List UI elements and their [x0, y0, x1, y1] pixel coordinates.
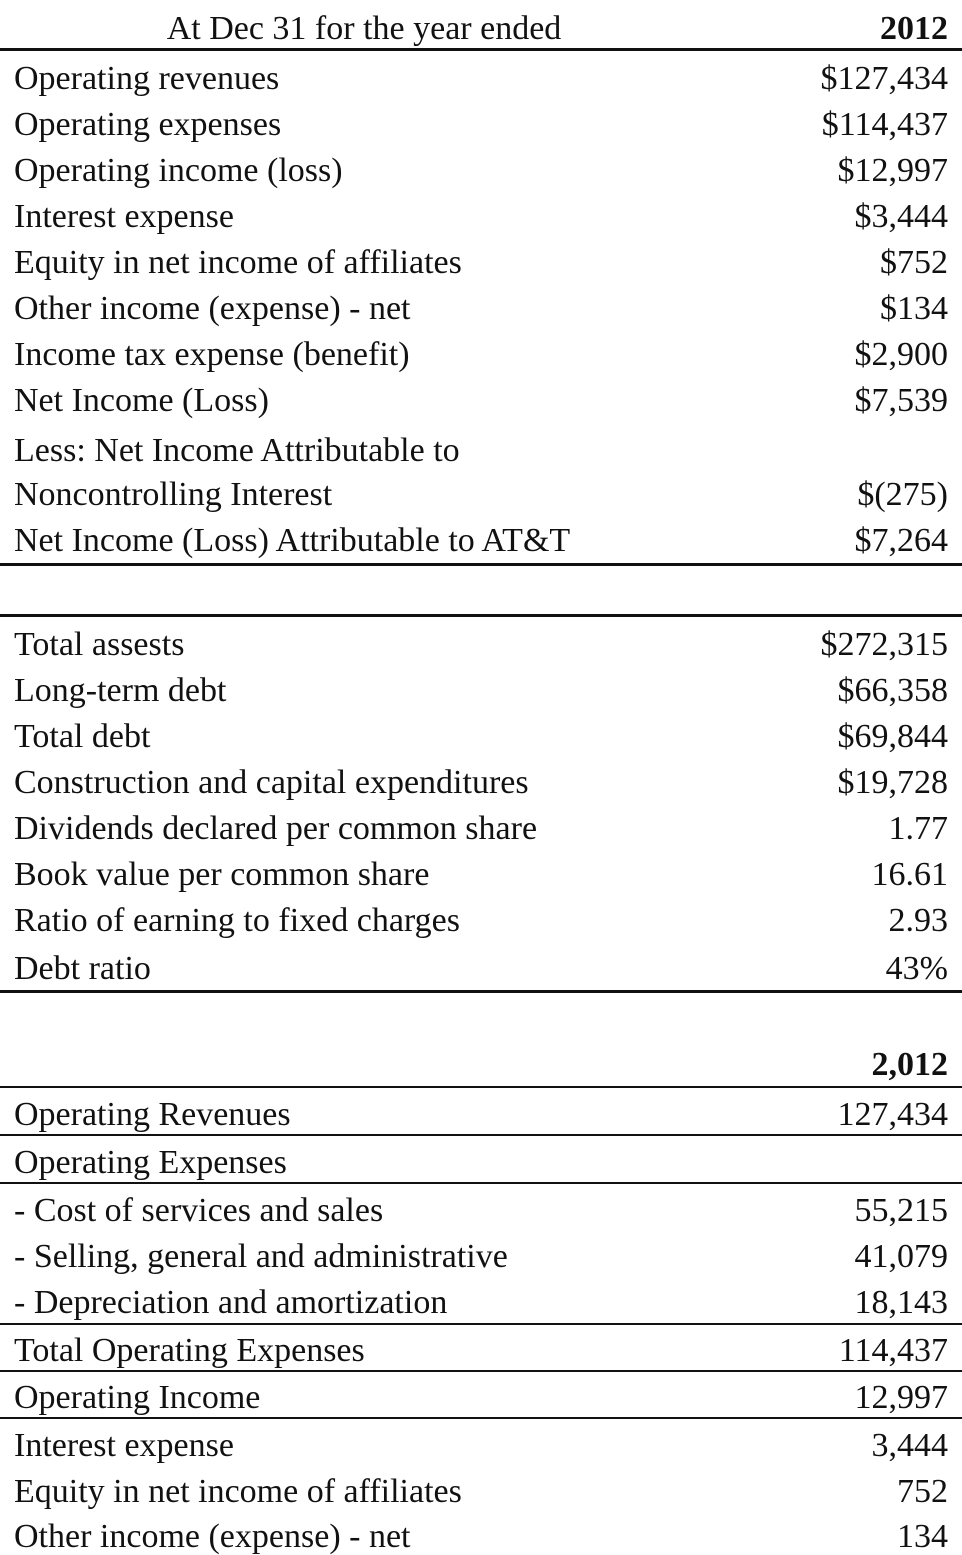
row-value: $7,539 — [854, 382, 948, 419]
header-rule — [0, 48, 962, 51]
table-row — [0, 104, 962, 142]
row-value: 114,437 — [838, 1332, 948, 1369]
row-label: Other income (expense) - net — [14, 290, 411, 327]
table-row — [0, 334, 962, 372]
row-label: Long-term debt — [14, 672, 227, 709]
table-row — [0, 474, 962, 512]
row-value: $272,315 — [820, 626, 948, 663]
table-row — [0, 762, 962, 800]
row-value: 43% — [885, 950, 948, 987]
row-value: $(275) — [857, 476, 948, 513]
row-label: - Selling, general and administrative — [14, 1238, 508, 1275]
table-row — [0, 1282, 962, 1320]
row-label: Operating Expenses — [14, 1144, 287, 1181]
summary-header-year: 2012 — [880, 10, 948, 47]
row-label: Interest expense — [14, 198, 234, 235]
row-label: Total debt — [14, 718, 151, 755]
row-value: 18,143 — [854, 1284, 948, 1321]
row-value: 16.61 — [871, 856, 948, 893]
row-value: 134 — [897, 1518, 948, 1555]
row-label: Ratio of earning to fixed charges — [14, 902, 460, 939]
table-row — [0, 1190, 962, 1228]
row-label: Debt ratio — [14, 950, 151, 987]
row-label: Other income (expense) - net — [14, 1518, 411, 1555]
table-row — [0, 624, 962, 662]
table-row — [0, 520, 962, 558]
row-rule — [0, 1370, 962, 1372]
table-row — [0, 900, 962, 938]
section-rule — [0, 990, 962, 993]
row-label: Operating Income — [14, 1379, 261, 1416]
table-row — [0, 1142, 962, 1180]
row-label: Dividends declared per common share — [14, 810, 538, 847]
table-row — [0, 150, 962, 188]
row-label: Total assests — [14, 626, 185, 663]
row-label: Interest expense — [14, 1427, 234, 1464]
row-rule — [0, 1134, 962, 1136]
table-row — [0, 1094, 962, 1132]
row-value: $114,437 — [821, 106, 948, 143]
row-label: Net Income (Loss) — [14, 382, 269, 419]
row-value: $7,264 — [854, 522, 948, 559]
table-row — [0, 196, 962, 234]
row-label: Operating Revenues — [14, 1096, 291, 1133]
row-value: 127,434 — [837, 1096, 948, 1133]
table-row — [0, 288, 962, 326]
table-row — [0, 242, 962, 280]
row-label: Income tax expense (benefit) — [14, 336, 410, 373]
table-row — [0, 1236, 962, 1274]
row-label: Net Income (Loss) Attributable to AT&T — [14, 522, 571, 559]
table-row — [0, 58, 962, 96]
row-value: $2,900 — [854, 336, 948, 373]
table-row — [0, 1516, 962, 1554]
row-value: $12,997 — [837, 152, 948, 189]
row-label: Operating expenses — [14, 106, 282, 143]
table-row — [0, 1377, 962, 1415]
section-rule — [0, 614, 962, 617]
summary-header-label: At Dec 31 for the year ended — [166, 10, 562, 47]
row-rule — [0, 1323, 962, 1325]
row-value: $66,358 — [837, 672, 948, 709]
row-label: Total Operating Expenses — [14, 1332, 365, 1369]
row-value: $134 — [880, 290, 948, 327]
table-row — [0, 1330, 962, 1368]
table-row — [0, 430, 962, 468]
row-value: $19,728 — [837, 764, 948, 801]
row-value: 1.77 — [888, 810, 948, 847]
row-value: 41,079 — [854, 1238, 948, 1275]
table-row — [0, 854, 962, 892]
row-value: $127,434 — [820, 60, 948, 97]
row-value: 12,997 — [854, 1379, 948, 1416]
row-value: 3,444 — [871, 1427, 948, 1464]
table-row — [0, 1425, 962, 1463]
table-row — [0, 670, 962, 708]
row-label: - Cost of services and sales — [14, 1192, 384, 1229]
row-value: $3,444 — [854, 198, 948, 235]
detail-header-year: 2,012 — [871, 1046, 948, 1083]
row-rule — [0, 1086, 962, 1088]
row-label: Operating income (loss) — [14, 152, 343, 189]
section-rule — [0, 563, 962, 566]
row-rule — [0, 1182, 962, 1184]
row-label: Noncontrolling Interest — [14, 476, 333, 513]
table-row — [0, 1471, 962, 1509]
row-label: Equity in net income of affiliates — [14, 1473, 462, 1510]
row-label: - Depreciation and amortization — [14, 1284, 448, 1321]
row-value: $69,844 — [837, 718, 948, 755]
row-value: $752 — [880, 244, 948, 281]
row-label: Book value per common share — [14, 856, 430, 893]
row-label: Less: Net Income Attributable to — [14, 432, 460, 469]
table-row — [0, 808, 962, 846]
table-row — [0, 948, 962, 986]
row-rule — [0, 1417, 962, 1419]
row-value: 55,215 — [854, 1192, 948, 1229]
row-value: 752 — [897, 1473, 948, 1510]
detail-header-row — [0, 1044, 962, 1082]
row-label: Equity in net income of affiliates — [14, 244, 462, 281]
row-label: Construction and capital expenditures — [14, 764, 529, 801]
row-value: 2.93 — [888, 902, 948, 939]
table-row — [0, 716, 962, 754]
row-label: Operating revenues — [14, 60, 280, 97]
table-row — [0, 380, 962, 418]
summary-header-row — [0, 8, 962, 46]
